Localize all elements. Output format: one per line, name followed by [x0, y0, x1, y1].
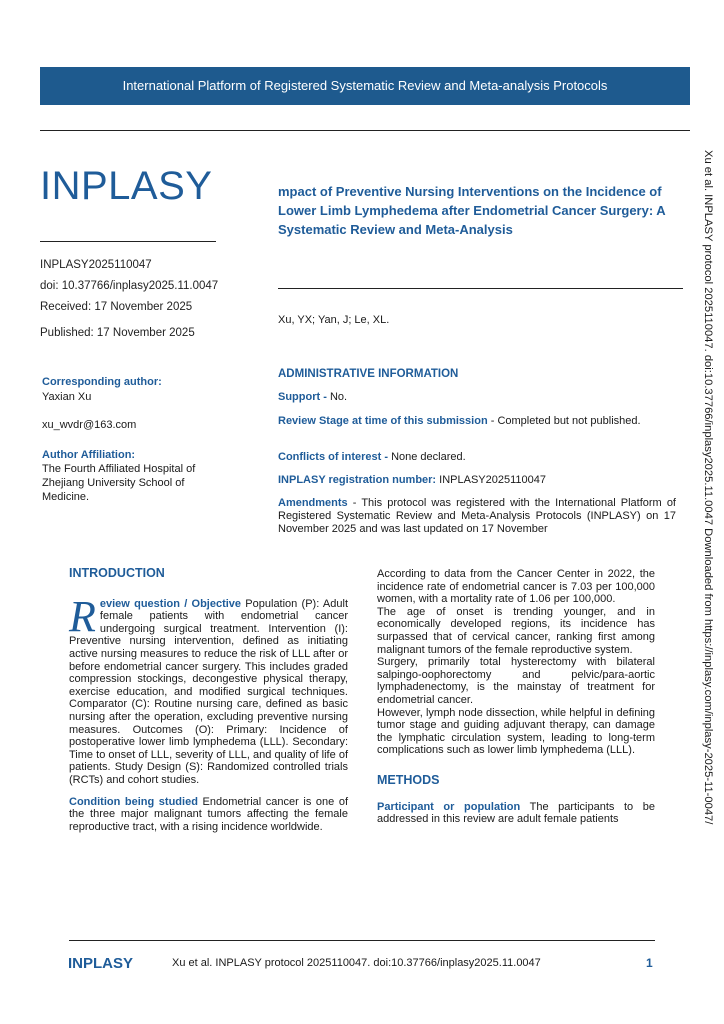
logo-divider [40, 241, 216, 242]
top-divider [40, 130, 690, 131]
title-divider [278, 288, 683, 289]
surgery-paragraph: Surgery, primarily total hysterectomy with bilateral salpingo-oophorectomy and pelvic/para-aortic lymphadenectomy, is the mainstay of treatment for endometrial cancer. [377, 656, 655, 706]
right-column [377, 568, 655, 826]
incidence-paragraph: According to data from the Cancer Center in 2022, the incidence rate of endometrial cancer is 7.03 per 100,000 women, with a mortality rate of 1.06 per 100,000. [377, 568, 655, 606]
review-question-text: Population (P): Adult female patients with endometrial cancer undergoing surgical treatment. Intervention (I): Preventive nursing intervention, defined as initiating active nursing measures to reduce the risk of LLL after or before endometrial cancer surgery. This includes graded compression stockings, decongestive physical therapy, exercise education, and modified surgical techniques. Comparator (C): Routine nursing care, defined as basic nursing after the operation, excluding preventive nursing measures. Outcomes (O): Primary: Incidence of postoperative lower limb lymphedema (LLL). Secondary: Time to onset of LLL, severity of LLL, and quality of life of patients. Study Design (S): Randomized controlled trials (RCTs) and cohort studies. [69, 597, 348, 786]
registration-line [278, 474, 676, 487]
footer-citation: Xu et al. INPLASY protocol 2025110047. doi:10.37766/inplasy2025.11.0047 [172, 957, 541, 969]
lymph-paragraph: However, lymph node dissection, while helpful in defining tumor stage and guiding adjuvant therapy, can damage the lymphatic circulation system, leading to long-term complications such as lower limb lymphedema (LLL). [377, 706, 655, 757]
author-email[interactable]: xu_wvdr@163.com [42, 419, 137, 431]
admin-heading: ADMINISTRATIVE INFORMATION [278, 368, 459, 380]
condition-paragraph [69, 796, 348, 834]
amendments-label: Amendments [278, 497, 348, 509]
review-question-paragraph [69, 591, 348, 787]
left-column [69, 567, 348, 833]
review-stage-label: Review Stage at time of this submission [278, 415, 488, 427]
review-stage-line [278, 415, 676, 428]
page-number: 1 [646, 956, 653, 970]
protocol-id: INPLASY2025110047 [40, 259, 152, 271]
conflicts-label: Conflicts of interest - [278, 451, 389, 463]
published-date: Published: 17 November 2025 [40, 327, 195, 339]
conflicts-value: None declared. [388, 451, 466, 463]
participants-text: The participants to be addressed in this review are adult female patients [377, 800, 655, 826]
author-list: Xu, YX; Yan, J; Le, XL. [278, 314, 390, 326]
vertical-citation-note[interactable]: Xu et al. INPLASY protocol 2025110047. doi:10.37766/inplasy2025.11.0047 Downloaded from https://inplasy.com/inplasy-2025-11-0047/ [702, 150, 714, 825]
condition-label: Condition being studied [69, 795, 198, 808]
methods-heading: METHODS [377, 772, 440, 787]
corresponding-author-name: Yaxian Xu [42, 391, 92, 403]
received-date: Received: 17 November 2025 [40, 301, 193, 313]
journal-logo: INPLASY [40, 164, 213, 208]
affiliation-text: The Fourth Affiliated Hospital of Zhejiang University School of Medicine. [42, 463, 196, 503]
condition-text: Endometrial cancer is one of the three major malignant tumors affecting the female reproductive tract, with a rising incidence worldwide. [69, 795, 348, 833]
participants-label: Participant or population [377, 800, 521, 813]
amendments-value: - This protocol was registered with the International Platform of Registered Systematic Review and Meta-Analysis Protocols (INPLASY) on 17 November 2025 and was last updated on 17 November [278, 497, 676, 535]
conflicts-line [278, 451, 676, 464]
review-stage-value: - Completed but not published. [487, 415, 641, 427]
onset-paragraph: The age of onset is trending younger, and in economically developed regions, its incidence has surpassed that of cervical cancer, ranking first among malignant tumors of the female reproductive system. [377, 605, 655, 656]
support-line [278, 391, 676, 404]
drop-cap: R [69, 591, 96, 641]
review-question-label: eview question / Objective [99, 597, 242, 610]
footer-divider [69, 940, 655, 941]
support-value: No. [329, 391, 348, 403]
footer-logo: INPLASY [68, 955, 134, 972]
corresponding-author-label: Corresponding author: [42, 376, 162, 388]
registration-value: INPLASY2025110047 [436, 474, 546, 486]
header-banner: International Platform of Registered Systematic Review and Meta-analysis Protocols [40, 67, 690, 105]
support-label: Support - [278, 391, 330, 403]
amendments-line [278, 497, 676, 536]
introduction-heading: INTRODUCTION [69, 566, 165, 580]
registration-label: INPLASY registration number: [278, 474, 437, 486]
participants-paragraph [377, 801, 655, 826]
article-title: mpact of Preventive Nursing Interventions on the Incidence of Lower Limb Lymphedema after Endometrial Cancer Surgery: A Systematic Review and Meta-Analysis [278, 184, 666, 237]
affiliation-label: Author Affiliation: [42, 449, 136, 461]
doi-text[interactable]: doi: 10.37766/inplasy2025.11.0047 [40, 280, 219, 292]
